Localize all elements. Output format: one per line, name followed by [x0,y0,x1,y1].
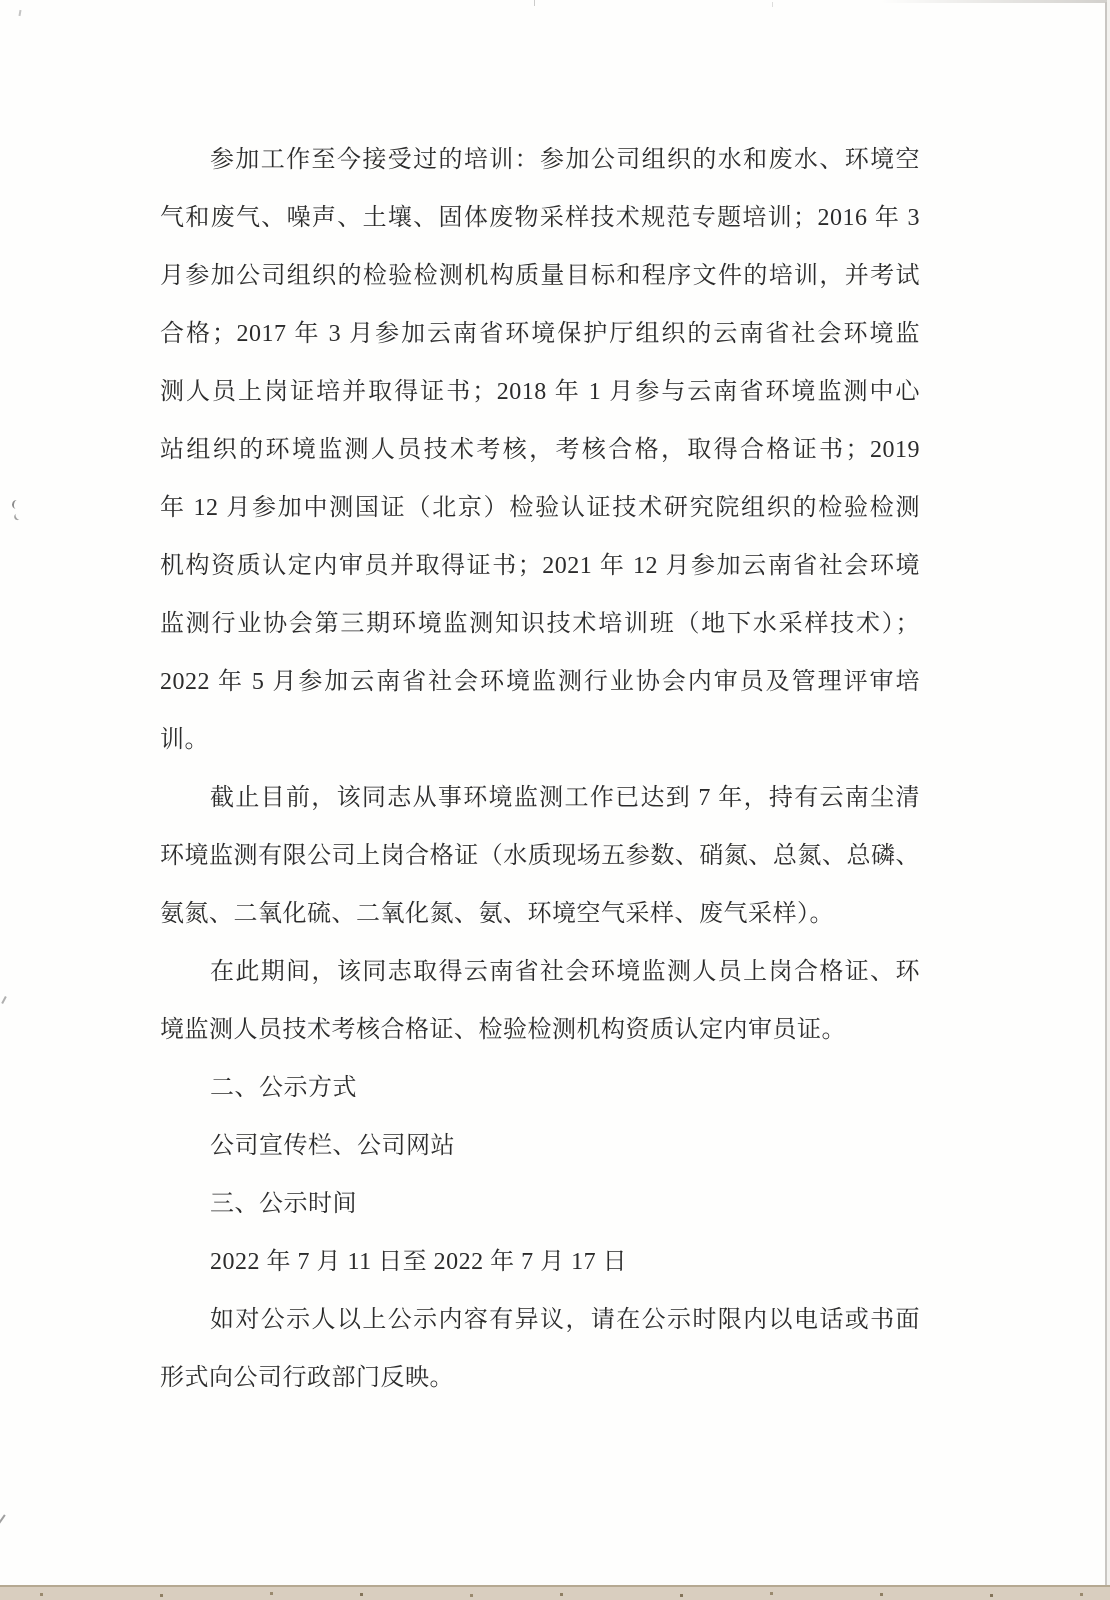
text-line: 如对公示人以上公示内容有异议，请在公示时限内以电话或书面 [210,1307,920,1333]
text-line: 形式向公司行政部门反映。 [160,1365,454,1391]
scan-artifact [13,511,23,521]
page-edge-line [1105,2,1107,1588]
scan-bed-specks [40,1593,43,1596]
text-line: 合格；2017 年 3 月参加云南省环境保护厅组织的云南省社会环境监 [160,321,920,347]
scan-artifact [11,499,21,509]
scan-artifact [18,10,21,16]
text-line: 气和废气、噪声、土壤、固体废物采样技术规范专题培训；2016 年 3 [160,205,920,231]
document-body [160,131,920,1407]
scan-bed-strip [0,1585,1110,1600]
scan-artifact [534,0,535,6]
text-line: 测人员上岗证培并取得证书；2018 年 1 月参与云南省环境监测中心 [160,379,920,405]
text-line: 境监测人员技术考核合格证、检验检测机构资质认定内审员证。 [160,1017,846,1043]
text-line: 截止目前，该同志从事环境监测工作已达到 7 年，持有云南尘清 [210,785,920,811]
text-line: 环境监测有限公司上岗合格证（水质现场五参数、硝氮、总氮、总磷、 [160,843,920,869]
text-line: 公司宣传栏、公司网站 [210,1133,455,1159]
text-line: 训。 [160,727,209,753]
text-line: 氨氮、二氧化硫、二氧化氮、氨、环境空气采样、废气采样）。 [160,901,834,927]
scan-artifact [772,2,773,7]
text-line: 2022 年 5 月参加云南省社会环境监测行业协会内审员及管理评审培 [160,669,920,695]
text-line: 在此期间，该同志取得云南省社会环境监测人员上岗合格证、环 [210,959,920,985]
scan-artifact [1,996,7,1004]
scan-top-edge-shadow [880,0,1110,3]
text-line: 年 12 月参加中测国证（北京）检验认证技术研究院组织的检验检测 [160,495,920,521]
text-line: 参加工作至今接受过的培训：参加公司组织的水和废水、环境空 [210,147,920,173]
text-line: 三、公示时间 [210,1191,357,1217]
text-line: 机构资质认定内审员并取得证书；2021 年 12 月参加云南省社会环境 [160,553,920,579]
text-line: 月参加公司组织的检验检测机构质量目标和程序文件的培训，并考试 [160,263,920,289]
text-line: 2022 年 7 月 11 日至 2022 年 7 月 17 日 [210,1249,628,1275]
text-line: 站组织的环境监测人员技术考核，考核合格，取得合格证书；2019 [160,437,920,463]
scan-artifact [0,1514,6,1523]
text-line: 二、公示方式 [210,1075,357,1101]
text-line: 监测行业协会第三期环境监测知识技术培训班（地下水采样技术）； [160,611,920,637]
